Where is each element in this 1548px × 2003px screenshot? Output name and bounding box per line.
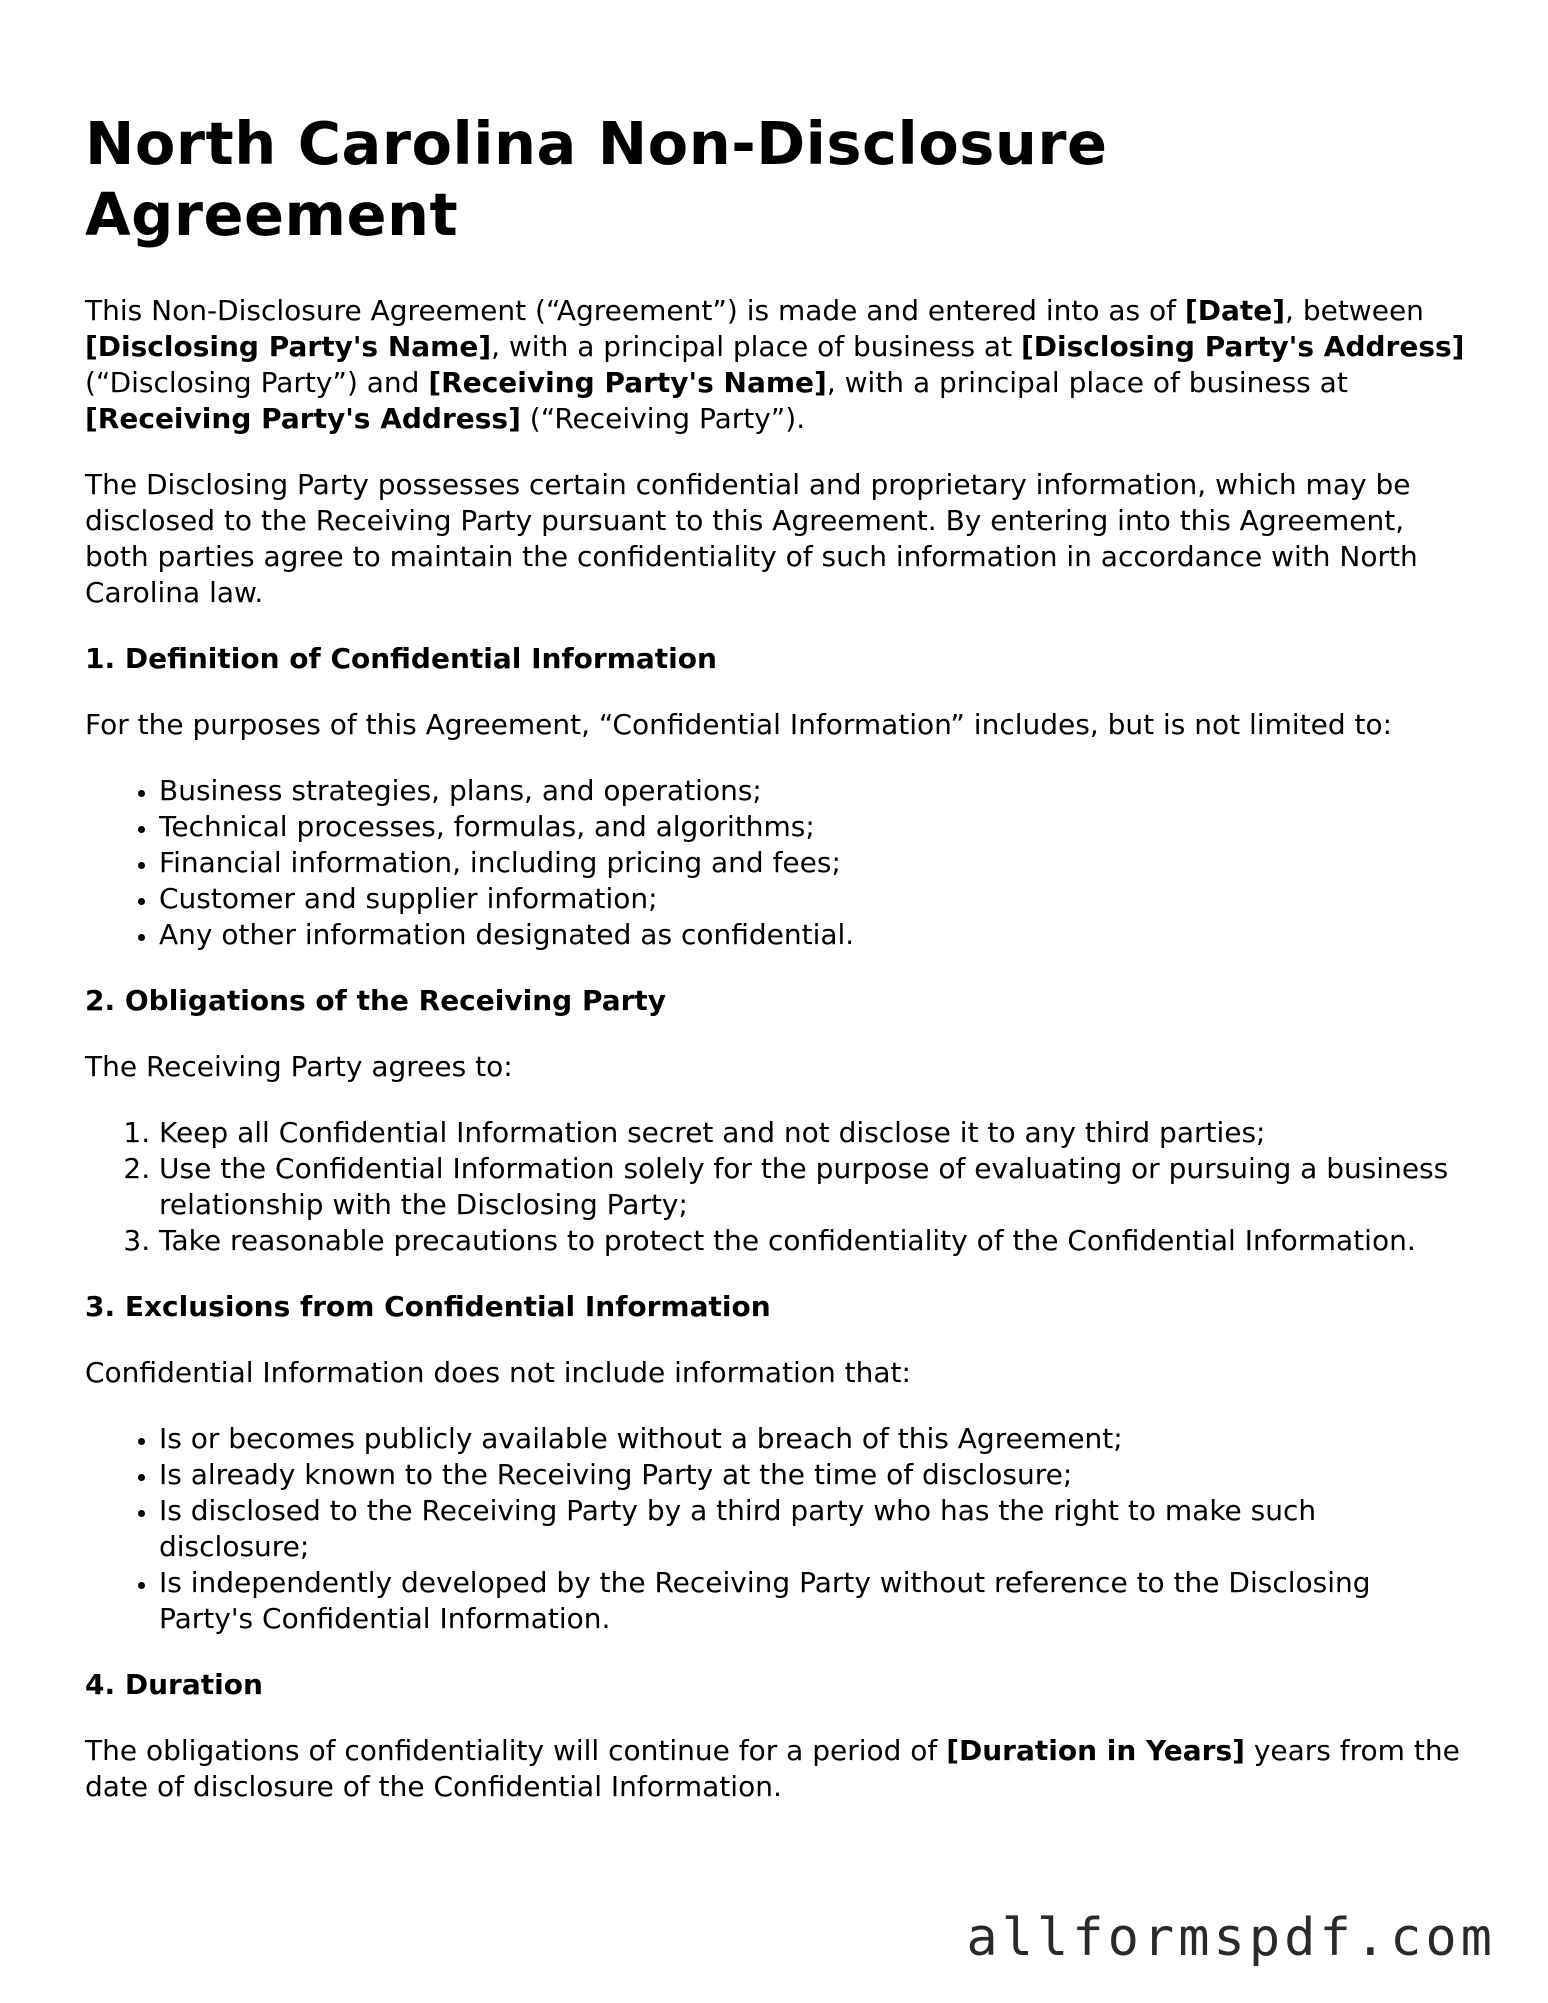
list-item: • Financial information, including pricing and fees;	[159, 845, 1465, 881]
section-1-text: For the purposes of this Agreement, “Confidential Information” includes, but is not limited to:	[85, 708, 1393, 741]
intro-paragraph	[85, 293, 1465, 437]
document-title: North Carolina Non-Disclosure Agreement	[85, 109, 1108, 249]
list-item: • Is or becomes publicly available without a breach of this Agreement;	[159, 1421, 1465, 1457]
list-item: • Is independently developed by the Receiving Party without reference to the Disclosing Party's Confidential Information.	[159, 1565, 1465, 1637]
section-1-heading: 1. Definition of Confidential Information	[85, 642, 717, 675]
site-watermark: allformspdf.com	[966, 1908, 1496, 1968]
section-3-list	[85, 1421, 1465, 1637]
list-item: • Technical processes, formulas, and algorithms;	[159, 809, 1465, 845]
intro-text-1: This Non-Disclosure Agreement (“Agreement”) is made and entered into as of	[85, 294, 1185, 327]
section-2-list	[85, 1115, 1465, 1259]
receiving-party-address-placeholder: [Receiving Party's Address]	[85, 402, 521, 435]
section-2-heading: 2. Obligations of the Receiving Party	[85, 984, 667, 1017]
receiving-party-name-placeholder: [Receiving Party's Name]	[428, 366, 827, 399]
section-2-text: The Receiving Party agrees to:	[85, 1050, 513, 1083]
disclosing-party-address-placeholder: [Disclosing Party's Address]	[1020, 330, 1465, 363]
section-1-list	[85, 773, 1465, 953]
list-item: • Is disclosed to the Receiving Party by a third party who has the right to make such disclosure;	[159, 1493, 1465, 1565]
list-item: • Any other information designated as confidential.	[159, 917, 1465, 953]
list-item: 1. Keep all Confidential Information secret and not disclose it to any third parties;	[159, 1115, 1465, 1151]
duration-placeholder: [Duration in Years]	[946, 1734, 1245, 1767]
disclosing-party-name-placeholder: [Disclosing Party's Name]	[85, 330, 492, 363]
date-placeholder: [Date]	[1184, 294, 1286, 327]
intro-text-4: (“Disclosing Party”) and	[85, 366, 429, 399]
section-3-text: Confidential Information does not include information that:	[85, 1356, 911, 1389]
section-4-text-2: years from the date of disclosure of the Confidential Information.	[85, 1734, 1460, 1803]
section-4-heading: 4. Duration	[85, 1668, 263, 1701]
intro-text-3: , with a principal place of business at	[491, 330, 1021, 363]
intro-text-5: , with a principal place of business at	[826, 366, 1348, 399]
purpose-paragraph: The Disclosing Party possesses certain confidential and proprietary information, which may be disclosed to the Receiving Party pursuant to this Agreement. By entering into this Agreement, both parties agree to maintain the confidentiality of such information in accordance with North Carolina law.	[85, 468, 1418, 609]
section-4-paragraph	[85, 1733, 1465, 1805]
list-item: 3. Take reasonable precautions to protect the confidentiality of the Confidential Information.	[159, 1223, 1465, 1259]
list-item: • Is already known to the Receiving Party at the time of disclosure;	[159, 1457, 1465, 1493]
list-item: 2. Use the Confidential Information solely for the purpose of evaluating or pursuing a business relationship with the Disclosing Party;	[159, 1151, 1465, 1223]
section-4-text-1: The obligations of confidentiality will continue for a period of	[85, 1734, 947, 1767]
list-item: • Customer and supplier information;	[159, 881, 1465, 917]
intro-text-6: (“Receiving Party”).	[520, 402, 806, 435]
document-page	[85, 108, 1465, 1835]
intro-text-2: , between	[1285, 294, 1424, 327]
section-3-heading: 3. Exclusions from Confidential Information	[85, 1290, 771, 1323]
list-item: • Business strategies, plans, and operations;	[159, 773, 1465, 809]
